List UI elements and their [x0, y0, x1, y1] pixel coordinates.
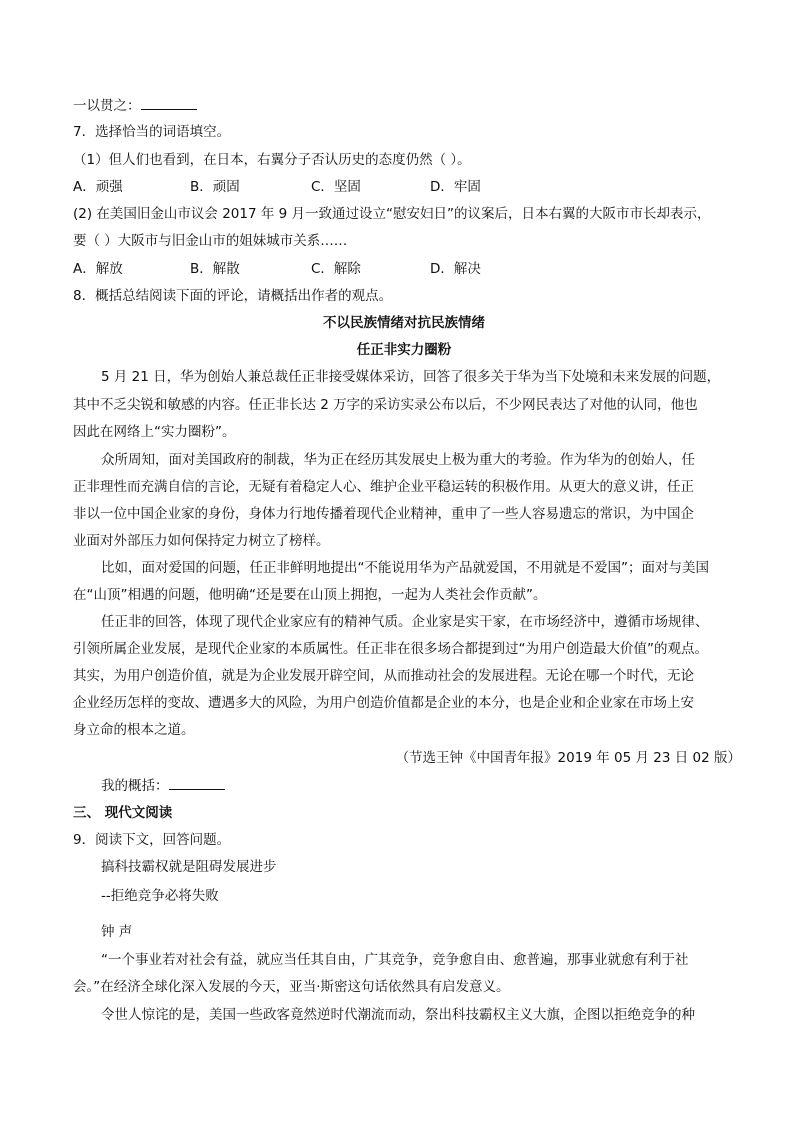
paragraph-line: 身立命的根本之道。: [73, 722, 195, 738]
answer-label: 一以贯之：: [73, 98, 141, 114]
paragraph-line: 会。”在经济全球化深入发展的今天，亚当·斯密这句话依然具有启发意义。: [73, 979, 510, 995]
paragraph-line: 正非理性而充满自信的言论，无疑有着稳定人心、维护企业平稳运转的积极作用。从更大的意义讲，任正: [73, 479, 694, 495]
question-7-part-1: （1）但人们也看到，在日本，右翼分子否认历史的态度仍然（ ）。: [73, 152, 471, 168]
paragraph-line: 非以一位中国企业家的身份，身体力行地传播着现代企业精神，重申了一些人容易遗忘的常识，为中国企: [73, 506, 694, 522]
article-subtitle: 任正非实力圈粉: [356, 342, 452, 358]
option-a[interactable]: A．顽强: [73, 179, 123, 195]
question-7-part-2-cont: 要（ ）大阪市与旧金山市的姐妹城市关系……: [73, 233, 348, 249]
source-citation: （节选王钟《中国青年报》2019 年 05 月 23 日 02 版）: [395, 750, 741, 766]
paragraph-line: 5 月 21 日，华为创始人兼总裁任正非接受媒体采访，回答了很多关于华为当下处境和未来发展的问题，: [101, 369, 721, 385]
paragraph-line: 任正非的回答，体现了现代企业家应有的精神气质。企业家是实干家，在市场经济中，遵循市场规律、: [101, 614, 709, 630]
fill-line-yiyiguanzhi: [73, 96, 735, 116]
paragraph-line: 引领所属企业发展，是现代企业家的本质属性。任正非在很多场合都提到过“为用户创造最大价值”的观点。: [73, 641, 708, 657]
paragraph-line: 其实，为用户创造价值，就是为企业发展开辟空间，从而推动社会的发展进程。无论在哪一个时代，无论: [73, 668, 694, 684]
paragraph-line: 比如，面对爱国的问题，任正非鲜明地提出“不能说用华为产品就爱国，不用就是不爱国”；面对与美国: [101, 560, 709, 576]
paragraph-line: 令世人惊诧的是，美国一些政客竟然逆时代潮流而动，祭出科技霸权主义大旗，企图以拒绝竞争的种: [101, 1007, 695, 1023]
option-d[interactable]: D．解决: [430, 261, 481, 277]
summary-line: [101, 776, 735, 796]
option-b[interactable]: B．解散: [190, 261, 240, 277]
option-b[interactable]: B．顽固: [190, 179, 240, 195]
paragraph-line: 其中不乏尖锐和敏感的内容。任正非长达 2 万字的采访实录公布以后，不少网民表达了对他的认同，他也: [73, 397, 698, 413]
option-d[interactable]: D．牢固: [430, 179, 481, 195]
question-8: 8．概括总结阅读下面的评论，请概括出作者的观点。: [73, 288, 393, 304]
option-a[interactable]: A．解放: [73, 261, 123, 277]
paragraph-line: 众所周知，面对美国政府的制裁，华为正在经历其发展史上极为重大的考验。作为华为的创始人，任: [101, 452, 695, 468]
paragraph-line: “一个事业若对社会有益，就应当任其自由，广其竞争，竞争愈自由、愈普遍，那事业就愈有利于社: [101, 952, 689, 968]
question-7: 7．选择恰当的词语填空。: [73, 124, 231, 140]
article-title: 不以民族情绪对抗民族情绪: [323, 315, 485, 331]
passage-title: 搞科技霸权就是阻碍发展进步: [101, 859, 277, 875]
paragraph-line: 企业经历怎样的变故、遭遇多大的风险，为用户创造价值都是企业的本分，也是企业和企业家在市场上安: [73, 695, 694, 711]
summary-label: 我的概括：: [101, 778, 169, 794]
paragraph-line: 业面对外部压力如何保持定力树立了榜样。: [73, 533, 330, 549]
summary-blank[interactable]: [169, 776, 225, 790]
passage-author: 钟 声: [101, 924, 133, 940]
paragraph-line: 在“山顶”相遇的问题，他明确“还是要在山顶上拥抱，一起为人类社会作贡献”。: [73, 587, 547, 603]
option-c[interactable]: C．解除: [311, 261, 361, 277]
section-heading: 三、 现代文阅读: [73, 805, 173, 821]
question-7-part-2: (2) 在美国旧金山市议会 2017 年 9 月一致通过设立“慰安妇日”的议案后，日本右翼的大阪市市长却表示，: [73, 206, 711, 222]
question-9: 9．阅读下文，回答问题。: [73, 832, 231, 848]
passage-subtitle: --拒绝竞争必将失败: [101, 888, 219, 904]
option-c[interactable]: C．坚固: [311, 179, 361, 195]
paragraph-line: 因此在网络上“实力圈粉”。: [73, 424, 236, 440]
answer-blank[interactable]: [141, 96, 197, 110]
